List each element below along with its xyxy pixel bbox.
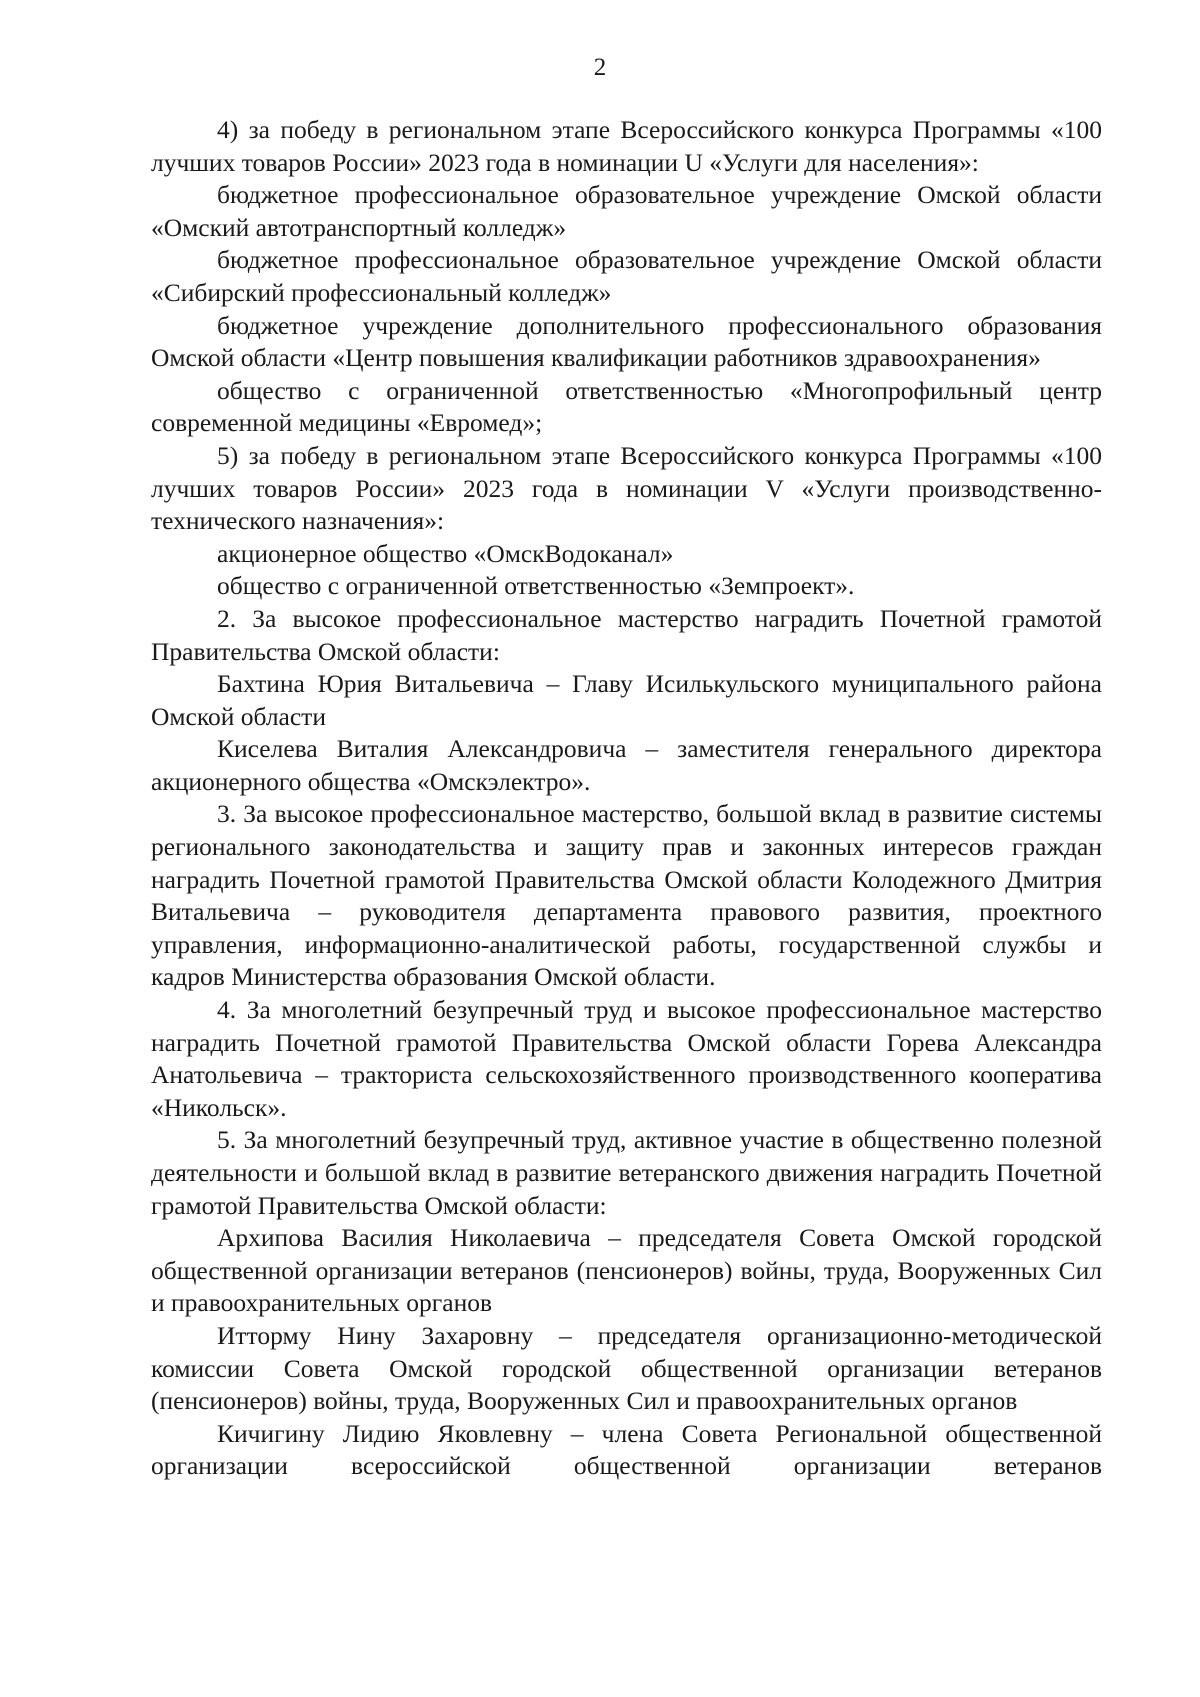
paragraph-awardee: общество с ограниченной ответственностью «Земпроект».	[217, 571, 855, 601]
document-body	[151, 114, 1102, 1483]
paragraph-item-2: 2. За высокое профессиональное мастерство наградить Почетной грамотой Правительства Омской области:	[151, 603, 1102, 666]
paragraph-awardee: акционерное общество «ОмскВодоканал»	[217, 538, 674, 568]
paragraph-item-4: 4. За многолетний безупречный труд и высокое профессиональное мастерство наградить Почетной грамотой Правительства Омской области Горева Александра Анатольевича – тракториста сельскохозяйственного производственного кооператива «Никольск».	[151, 995, 1102, 1122]
page-number: 2	[593, 54, 607, 81]
paragraph-awardee: бюджетное учреждение дополнительного профессионального образования Омской области «Центр повышения квалификации работников здравоохранения»	[151, 310, 1102, 373]
paragraph-item-3: 3. За высокое профессиональное мастерство, большой вклад в развитие системы регионального законодательства и защиту прав и законных интересов граждан наградить Почетной грамотой Правительства Омской области Колодежного Дмитрия Витальевича – руководителя департамента правового развития, проектного управления, информационно-аналитической работы, государственной службы и кадров Министерства образования Омской области.	[151, 799, 1102, 992]
paragraph-item-5: 5. За многолетний безупречный труд, активное участие в общественно полезной деятельности и большой вклад в развитие ветеранского движения наградить Почетной грамотой Правительства Омской области:	[151, 1125, 1102, 1220]
paragraph-person: Итторму Нину Захаровну – председателя организационно-методической комиссии Совета Омской городской общественной организации ветеранов (пенсионеров) войны, труда, Вооруженных Сил и правоохранительных органов	[151, 1320, 1102, 1416]
paragraph-nomination-u: 4) за победу в региональном этапе Всероссийского конкурса Программы «100 лучших товаров России» 2023 года в номинации U «Услуги для населения»:	[151, 115, 1102, 177]
paragraph-person: Бахтина Юрия Витальевича – Главу Исилькульского муниципального района Омской области	[151, 669, 1102, 731]
paragraph-awardee: бюджетное профессиональное образовательное учреждение Омской области «Сибирский профессиональный колледж»	[151, 245, 1102, 307]
paragraph-person: Архипова Василия Николаевича – председателя Совета Омской городской общественной организации ветеранов (пенсионеров) войны, труда, Вооруженных Сил и правоохранительных органов	[151, 1223, 1102, 1318]
paragraph-awardee: общество с ограниченной ответственностью «Многопрофильный центр современной медицины «Евромед»;	[151, 375, 1102, 438]
paragraph-person: Киселева Виталия Александровича – заместителя генерального директора акционерного общества «Омскэлектро».	[151, 734, 1102, 796]
paragraph-awardee: бюджетное профессиональное образовательное учреждение Омской области «Омский автотранспортный колледж»	[151, 180, 1102, 242]
paragraph-person: Кичигину Лидию Яковлевну – члена Совета Региональной общественной организации всероссийской общественной организации ветеранов	[151, 1418, 1102, 1481]
paragraph-nomination-v: 5) за победу в региональном этапе Всероссийского конкурса Программы «100 лучших товаров России» 2023 года в номинации V «Услуги производственно-технического назначения»:	[151, 440, 1102, 536]
